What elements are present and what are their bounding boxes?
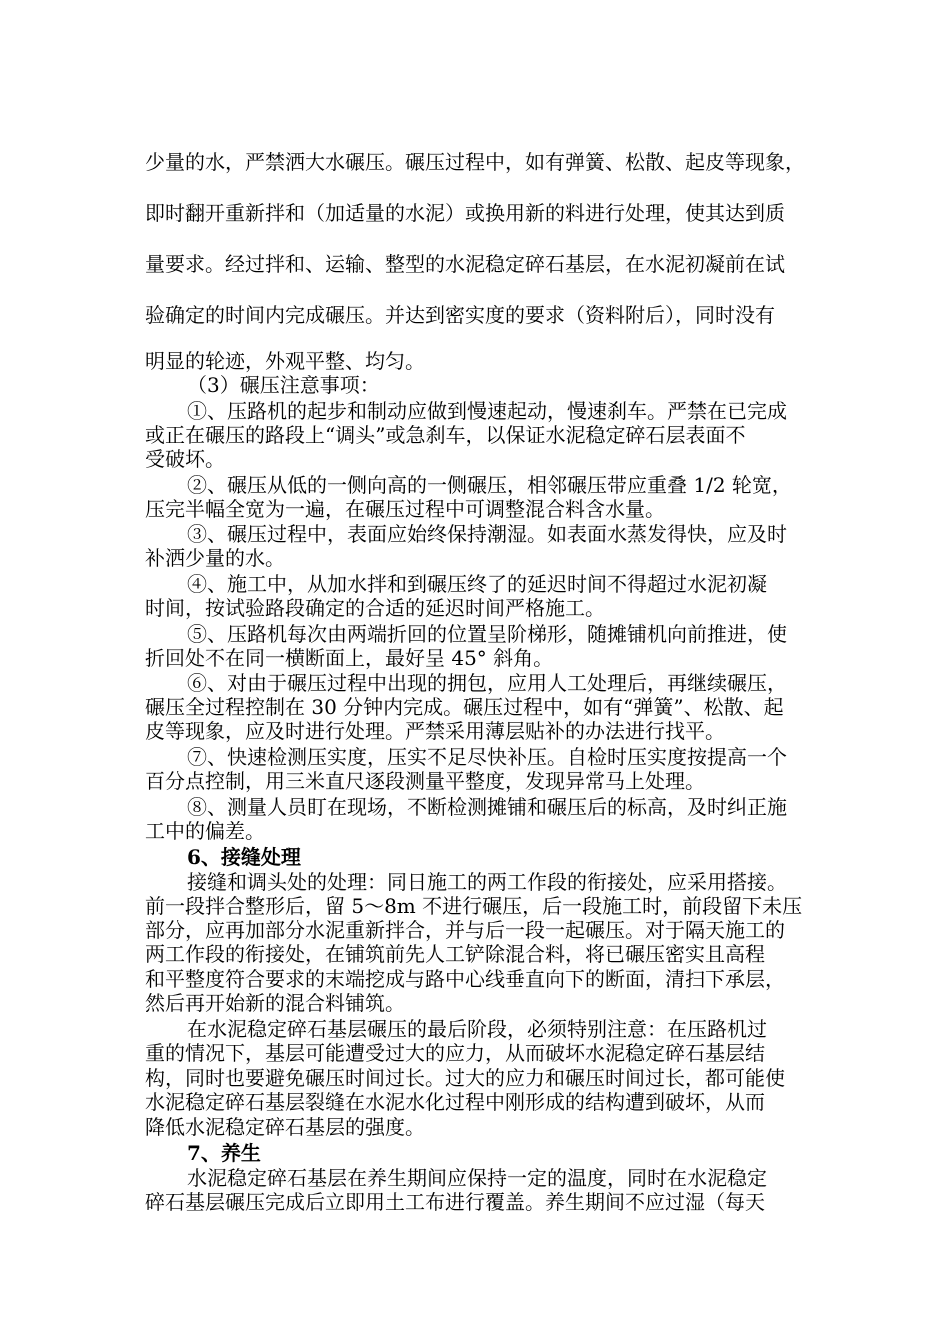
note-6-line-3: 皮等现象，应及时进行处理。严禁采用薄层贴补的办法进行找平。 xyxy=(145,719,725,743)
note-2-line-2: 压完半幅全宽为一遍，在碾压过程中可调整混合料含水量。 xyxy=(145,497,665,521)
section-6-p1-line-6: 然后再开始新的混合料铺筑。 xyxy=(145,991,405,1015)
section-7-p1-line-1: 水泥稳定碎石基层在养生期间应保持一定的温度，同时在水泥稳定 xyxy=(187,1166,767,1190)
note-5-line-1: ⑤、压路机每次由两端折回的位置呈阶梯形，随摊铺机向前推进，使 xyxy=(187,622,787,646)
intro-line-1: 少量的水，严禁洒大水碾压。碾压过程中，如有弹簧、松散、起皮等现象， xyxy=(145,150,805,174)
note-5-line-2: 折回处不在同一横断面上，最好呈 45° 斜角。 xyxy=(145,646,554,670)
notes-title: （3）碾压注意事项： xyxy=(187,373,380,397)
section-6-p1-line-5: 和平整度符合要求的末端挖成与路中心线垂直向下的断面，清扫下承层， xyxy=(145,967,785,991)
section-6-p2-line-2: 重的情况下，基层可能遭受过大的应力，从而破坏水泥稳定碎石基层结 xyxy=(145,1041,765,1065)
note-1-line-2: 或正在碾压的路段上“调头”或急刹车，以保证水泥稳定碎石层表面不 xyxy=(145,423,746,447)
intro-line-5: 明显的轮迹，外观平整、均匀。 xyxy=(145,349,425,373)
section-7-heading: 7、养生 xyxy=(187,1141,261,1165)
note-7-line-1: ⑦、快速检测压实度，压实不足尽快补压。自检时压实度按提高一个 xyxy=(187,745,787,769)
intro-line-4: 验确定的时间内完成碾压。并达到密实度的要求（资料附后），同时没有 xyxy=(145,303,775,327)
section-6-p2-line-3: 构，同时也要避免碾压时间过长。过大的应力和碾压时间过长，都可能使 xyxy=(145,1066,785,1090)
section-6-p1-line-4: 两工作段的衔接处，在铺筑前先人工铲除混合料，将已碾压密实且高程 xyxy=(145,942,765,966)
note-1-line-1: ①、压路机的起步和制动应做到慢速起动，慢速刹车。严禁在已完成 xyxy=(187,399,787,423)
section-6-p2-line-1: 在水泥稳定碎石基层碾压的最后阶段，必须特别注意：在压路机过 xyxy=(187,1017,767,1041)
section-6-p1-line-2: 前一段拌合整形后，留 5～8m 不进行碾压，后一段施工时，前段留下未压 xyxy=(145,894,803,918)
section-6-heading: 6、接缝处理 xyxy=(187,845,301,869)
note-3-line-2: 补洒少量的水。 xyxy=(145,546,285,570)
note-4-line-1: ④、施工中，从加水拌和到碾压终了的延迟时间不得超过水泥初凝 xyxy=(187,572,767,596)
section-6-p2-line-5: 降低水泥稳定碎石基层的强度。 xyxy=(145,1115,425,1139)
note-4-line-2: 时间，按试验路段确定的合适的延迟时间严格施工。 xyxy=(145,596,605,620)
section-6-p1-line-3: 部分，应再加部分水泥重新拌合，并与后一段一起碾压。对于隔天施工的 xyxy=(145,918,785,942)
note-8-line-1: ⑧、测量人员盯在现场，不断检测摊铺和碾压后的标高，及时纠正施 xyxy=(187,795,787,819)
note-6-line-1: ⑥、对由于碾压过程中出现的拥包，应用人工处理后，再继续碾压， xyxy=(187,671,787,695)
note-8-line-2: 工中的偏差。 xyxy=(145,819,265,843)
intro-line-2: 即时翻开重新拌和（加适量的水泥）或换用新的料进行处理，使其达到质 xyxy=(145,201,785,225)
intro-line-3: 量要求。经过拌和、运输、整型的水泥稳定碎石基层，在水泥初凝前在试 xyxy=(145,252,785,276)
note-3-line-1: ③、碾压过程中，表面应始终保持潮湿。如表面水蒸发得快，应及时 xyxy=(187,522,787,546)
note-6-line-2: 碾压全过程控制在 30 分钟内完成。碾压过程中，如有“弹簧”、松散、起 xyxy=(145,695,784,719)
note-2-line-1: ②、碾压从低的一侧向高的一侧碾压，相邻碾压带应重叠 1/2 轮宽， xyxy=(187,473,792,497)
section-6-p1-line-1: 接缝和调头处的处理：同日施工的两工作段的衔接处，应采用搭接。 xyxy=(187,870,787,894)
note-7-line-2: 百分点控制，用三米直尺逐段测量平整度，发现异常马上处理。 xyxy=(145,769,705,793)
note-1-line-3: 受破坏。 xyxy=(145,447,225,471)
section-6-p2-line-4: 水泥稳定碎石基层裂缝在水泥水化过程中刚形成的结构遭到破坏，从而 xyxy=(145,1090,765,1114)
section-7-p1-line-2: 碎石基层碾压完成后立即用土工布进行覆盖。养生期间不应过湿（每天 xyxy=(145,1190,765,1214)
